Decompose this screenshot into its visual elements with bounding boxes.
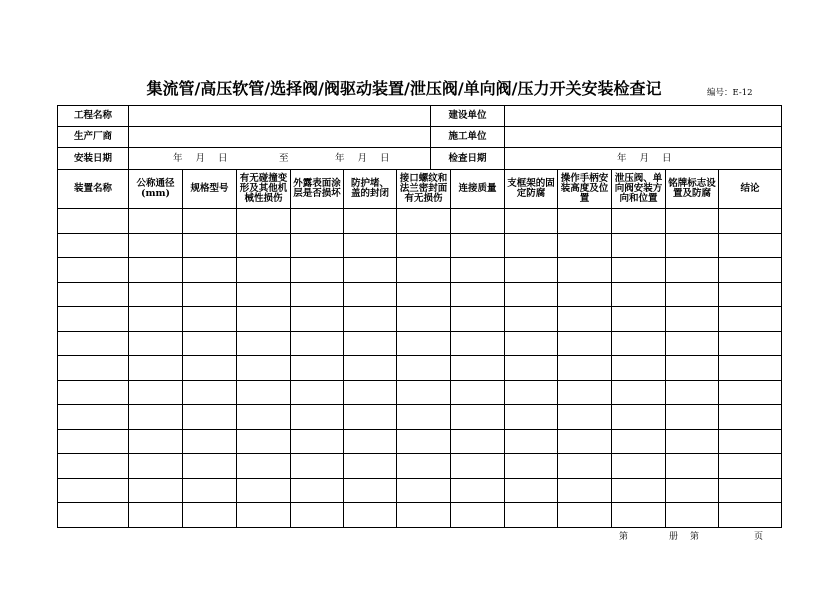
data-cell[interactable]	[129, 307, 183, 332]
data-cell[interactable]	[612, 503, 666, 528]
data-cell[interactable]	[183, 454, 237, 479]
data-cell[interactable]	[505, 503, 558, 528]
data-cell[interactable]	[237, 258, 291, 283]
builder-unit-label: 建设单位	[431, 106, 505, 127]
data-cell[interactable]	[344, 332, 397, 357]
data-cell[interactable]	[397, 234, 451, 259]
data-cell[interactable]	[58, 283, 129, 308]
column-header	[505, 170, 558, 209]
data-cell[interactable]	[666, 307, 719, 332]
data-cell[interactable]	[183, 209, 237, 234]
data-cell[interactable]	[612, 307, 666, 332]
column-header-line: 操作手柄安	[560, 173, 609, 184]
info-row-project	[58, 106, 782, 127]
data-cell[interactable]	[666, 503, 719, 528]
data-cell[interactable]	[291, 356, 344, 381]
column-header	[183, 170, 237, 209]
data-cell[interactable]	[719, 283, 782, 308]
data-cell[interactable]	[612, 283, 666, 308]
table-row	[58, 283, 782, 308]
data-cell[interactable]	[666, 381, 719, 406]
project-name-value[interactable]	[129, 106, 431, 127]
table-row	[58, 234, 782, 259]
data-cell[interactable]	[719, 430, 782, 455]
data-cell[interactable]	[344, 307, 397, 332]
data-cell[interactable]	[451, 234, 505, 259]
data-cell[interactable]	[558, 454, 612, 479]
data-cell[interactable]	[397, 430, 451, 455]
table-row	[58, 209, 782, 234]
data-cell[interactable]	[666, 454, 719, 479]
data-cell[interactable]	[58, 405, 129, 430]
column-header-line: 外露表面涂	[293, 178, 341, 189]
data-cell[interactable]	[505, 307, 558, 332]
project-name-label: 工程名称	[58, 106, 129, 127]
column-header-line: 置	[579, 193, 590, 204]
data-cell[interactable]	[505, 258, 558, 283]
data-cell[interactable]	[558, 234, 612, 259]
data-cell[interactable]	[612, 405, 666, 430]
data-cell[interactable]	[558, 332, 612, 357]
column-header-line: 层是否损坏	[293, 188, 341, 199]
data-cell[interactable]	[612, 209, 666, 234]
column-header	[291, 170, 344, 209]
data-cell[interactable]	[666, 430, 719, 455]
data-cell[interactable]	[397, 381, 451, 406]
data-cell[interactable]	[666, 258, 719, 283]
column-header-line: 向和位置	[619, 193, 658, 204]
document-title: 集流管/高压软管/选择阀/阀驱动装置/泄压阀/单向阀/压力开关安装检查记	[146, 79, 662, 98]
data-cell[interactable]	[558, 479, 612, 504]
data-cell[interactable]	[237, 381, 291, 406]
data-cell[interactable]	[397, 283, 451, 308]
data-cell[interactable]	[58, 209, 129, 234]
construction-unit-label: 施工单位	[431, 127, 505, 148]
data-cell[interactable]	[397, 503, 451, 528]
column-header-line: 支框架的固	[507, 178, 555, 189]
data-cell[interactable]	[291, 209, 344, 234]
data-cell[interactable]	[451, 307, 505, 332]
data-cell[interactable]	[291, 234, 344, 259]
data-cell[interactable]	[344, 234, 397, 259]
column-header-line: 法兰密封面	[399, 183, 448, 194]
data-cell[interactable]	[558, 209, 612, 234]
data-cell[interactable]	[183, 283, 237, 308]
data-cell[interactable]	[129, 283, 183, 308]
data-cell[interactable]	[451, 209, 505, 234]
data-cell[interactable]	[666, 283, 719, 308]
data-cell[interactable]	[58, 234, 129, 259]
install-date-to-word: 至	[279, 153, 289, 164]
data-cell[interactable]	[344, 209, 397, 234]
column-header	[237, 170, 291, 209]
data-cell[interactable]	[58, 479, 129, 504]
inspection-table	[57, 105, 782, 528]
manufacturer-label: 生产厂商	[58, 127, 129, 148]
data-cell[interactable]	[58, 356, 129, 381]
data-cell[interactable]	[397, 307, 451, 332]
data-cell[interactable]	[344, 356, 397, 381]
data-cell[interactable]	[505, 332, 558, 357]
data-cell[interactable]	[719, 381, 782, 406]
info-row-manufacturer	[58, 127, 782, 148]
data-cell[interactable]	[344, 503, 397, 528]
data-cell[interactable]	[505, 381, 558, 406]
table-row	[58, 258, 782, 283]
data-cell[interactable]	[558, 381, 612, 406]
data-cell[interactable]	[129, 356, 183, 381]
footer-volume-prefix: 第	[619, 532, 629, 542]
install-date-label: 安装日期	[58, 148, 129, 170]
column-header-line: 连接质量	[458, 183, 497, 194]
column-header-line: 泄压阀、单	[614, 173, 663, 184]
data-cell[interactable]	[58, 307, 129, 332]
data-cell[interactable]	[58, 258, 129, 283]
data-cell[interactable]	[344, 405, 397, 430]
builder-unit-value[interactable]	[505, 106, 782, 127]
table-row	[58, 454, 782, 479]
data-cell[interactable]	[291, 307, 344, 332]
data-cell[interactable]	[397, 356, 451, 381]
column-header-line: 盖的封闭	[350, 188, 389, 199]
data-cell[interactable]	[291, 405, 344, 430]
data-cell[interactable]	[719, 209, 782, 234]
data-cell[interactable]	[451, 479, 505, 504]
column-header	[558, 170, 612, 209]
data-cell[interactable]	[505, 430, 558, 455]
column-header	[719, 170, 782, 209]
footer-page-suffix: 页	[754, 532, 764, 542]
data-cell[interactable]	[291, 454, 344, 479]
data-cell[interactable]	[558, 283, 612, 308]
data-cell[interactable]	[183, 381, 237, 406]
column-header-row	[58, 170, 782, 209]
data-cell[interactable]	[237, 209, 291, 234]
column-header-line: 防护堵、	[350, 178, 389, 189]
data-cell[interactable]	[183, 479, 237, 504]
footer-page-prefix: 第	[690, 532, 700, 542]
column-header-line: 装置名称	[73, 183, 112, 194]
data-cell[interactable]	[129, 503, 183, 528]
data-cell[interactable]	[291, 283, 344, 308]
data-cell[interactable]	[237, 430, 291, 455]
data-cell[interactable]	[451, 356, 505, 381]
data-cell[interactable]	[612, 381, 666, 406]
check-date-text: 年 月 日	[617, 153, 672, 164]
data-cell[interactable]	[558, 307, 612, 332]
column-header-line: 装高度及位	[560, 183, 609, 194]
check-date-value[interactable]	[505, 148, 782, 170]
data-cell[interactable]	[129, 209, 183, 234]
data-cell[interactable]	[612, 356, 666, 381]
install-date-to: 年 月 日	[335, 153, 390, 164]
data-cell[interactable]	[58, 381, 129, 406]
data-cell[interactable]	[183, 307, 237, 332]
data-cell[interactable]	[344, 283, 397, 308]
data-cell[interactable]	[451, 430, 505, 455]
data-cell[interactable]	[291, 479, 344, 504]
data-cell[interactable]	[451, 503, 505, 528]
install-date-value[interactable]	[129, 148, 431, 170]
data-cell[interactable]	[291, 332, 344, 357]
column-header-line: 向阀安装方	[614, 183, 663, 194]
data-cell[interactable]	[719, 479, 782, 504]
data-cell[interactable]	[451, 405, 505, 430]
column-header-line: 结论	[740, 183, 760, 194]
column-header	[451, 170, 505, 209]
column-header-line: 铭牌标志设	[668, 178, 716, 189]
data-cell[interactable]	[666, 209, 719, 234]
data-cell[interactable]	[719, 356, 782, 381]
data-cell[interactable]	[129, 258, 183, 283]
data-cell[interactable]	[505, 479, 558, 504]
data-cell[interactable]	[58, 503, 129, 528]
data-cell[interactable]	[397, 209, 451, 234]
data-cell[interactable]	[129, 405, 183, 430]
column-header	[397, 170, 451, 209]
table-row	[58, 307, 782, 332]
data-cell[interactable]	[397, 405, 451, 430]
column-header-line: 置及防腐	[672, 188, 711, 199]
data-cell[interactable]	[612, 454, 666, 479]
data-cell[interactable]	[183, 356, 237, 381]
table-row	[58, 405, 782, 430]
column-header-line: 形及其他机	[239, 183, 288, 194]
data-cell[interactable]	[237, 503, 291, 528]
column-header-line: 接口螺纹和	[399, 173, 448, 184]
data-cell[interactable]	[237, 479, 291, 504]
data-cell[interactable]	[344, 258, 397, 283]
data-cell[interactable]	[237, 283, 291, 308]
data-cell[interactable]	[451, 381, 505, 406]
column-header	[344, 170, 397, 209]
data-cell[interactable]	[505, 454, 558, 479]
data-cell[interactable]	[719, 332, 782, 357]
manufacturer-value[interactable]	[129, 127, 431, 148]
data-cell[interactable]	[612, 430, 666, 455]
data-cell[interactable]	[344, 430, 397, 455]
table-row	[58, 381, 782, 406]
data-cell[interactable]	[612, 479, 666, 504]
data-cell[interactable]	[397, 479, 451, 504]
column-header	[58, 170, 129, 209]
data-cell[interactable]	[237, 356, 291, 381]
data-cell[interactable]	[558, 258, 612, 283]
data-cell[interactable]	[129, 234, 183, 259]
data-cell[interactable]	[237, 307, 291, 332]
data-cell[interactable]	[58, 454, 129, 479]
data-cell[interactable]	[719, 454, 782, 479]
data-cell[interactable]	[397, 332, 451, 357]
data-cell[interactable]	[397, 454, 451, 479]
data-cell[interactable]	[291, 503, 344, 528]
data-cell[interactable]	[719, 258, 782, 283]
data-cell[interactable]	[291, 258, 344, 283]
table-row	[58, 503, 782, 528]
data-cell[interactable]	[558, 356, 612, 381]
data-cell[interactable]	[505, 283, 558, 308]
install-date-from: 年 月 日	[173, 153, 228, 164]
column-header-line: 规格型号	[190, 183, 229, 194]
data-cell[interactable]	[183, 332, 237, 357]
data-cell[interactable]	[183, 258, 237, 283]
column-header	[612, 170, 666, 209]
column-header-line: 械性损伤	[244, 193, 283, 204]
table-row	[58, 356, 782, 381]
data-cell[interactable]	[666, 479, 719, 504]
data-cell[interactable]	[129, 454, 183, 479]
data-cell[interactable]	[719, 234, 782, 259]
data-cell[interactable]	[129, 381, 183, 406]
data-cell[interactable]	[719, 307, 782, 332]
data-cell[interactable]	[719, 503, 782, 528]
data-cell[interactable]	[291, 430, 344, 455]
data-cell[interactable]	[666, 332, 719, 357]
data-cell[interactable]	[505, 405, 558, 430]
data-cell[interactable]	[666, 234, 719, 259]
data-cell[interactable]	[505, 234, 558, 259]
column-header-line: 公称通径	[136, 178, 175, 189]
column-header-line: 有无损伤	[404, 193, 443, 204]
data-cell[interactable]	[344, 479, 397, 504]
column-header-line: (mm)	[140, 188, 171, 199]
data-cell[interactable]	[183, 234, 237, 259]
data-cell[interactable]	[129, 430, 183, 455]
data-cell[interactable]	[237, 454, 291, 479]
data-cell[interactable]	[666, 405, 719, 430]
data-cell[interactable]	[451, 454, 505, 479]
document-code: 编号：E-12	[707, 88, 753, 98]
footer-volume-suffix: 册	[669, 532, 679, 542]
data-cell[interactable]	[558, 503, 612, 528]
data-cell[interactable]	[129, 479, 183, 504]
column-header	[129, 170, 183, 209]
data-cell[interactable]	[291, 381, 344, 406]
data-cell[interactable]	[451, 258, 505, 283]
data-cell[interactable]	[612, 234, 666, 259]
data-cell[interactable]	[183, 430, 237, 455]
data-cell[interactable]	[612, 332, 666, 357]
data-cell[interactable]	[58, 332, 129, 357]
column-header-line: 定防腐	[516, 188, 546, 199]
data-cell[interactable]	[666, 356, 719, 381]
data-cell[interactable]	[344, 454, 397, 479]
data-cell[interactable]	[397, 258, 451, 283]
table-row	[58, 479, 782, 504]
info-row-dates	[58, 148, 782, 170]
table-row	[58, 430, 782, 455]
column-header	[666, 170, 719, 209]
data-cell[interactable]	[719, 405, 782, 430]
data-cell[interactable]	[505, 209, 558, 234]
construction-unit-value[interactable]	[505, 127, 782, 148]
data-cell[interactable]	[183, 503, 237, 528]
data-cell[interactable]	[344, 381, 397, 406]
data-cell[interactable]	[505, 356, 558, 381]
data-cell[interactable]	[58, 430, 129, 455]
data-cell[interactable]	[129, 332, 183, 357]
data-cell[interactable]	[237, 405, 291, 430]
column-header-line: 有无碰撞变	[239, 173, 288, 184]
data-cell[interactable]	[237, 332, 291, 357]
data-cell[interactable]	[558, 405, 612, 430]
check-date-label: 检查日期	[431, 148, 505, 170]
table-row	[58, 332, 782, 357]
data-cell[interactable]	[612, 258, 666, 283]
data-cell[interactable]	[237, 234, 291, 259]
data-cell[interactable]	[558, 430, 612, 455]
data-cell[interactable]	[183, 405, 237, 430]
table-body	[58, 209, 782, 528]
data-cell[interactable]	[451, 332, 505, 357]
data-cell[interactable]	[451, 283, 505, 308]
